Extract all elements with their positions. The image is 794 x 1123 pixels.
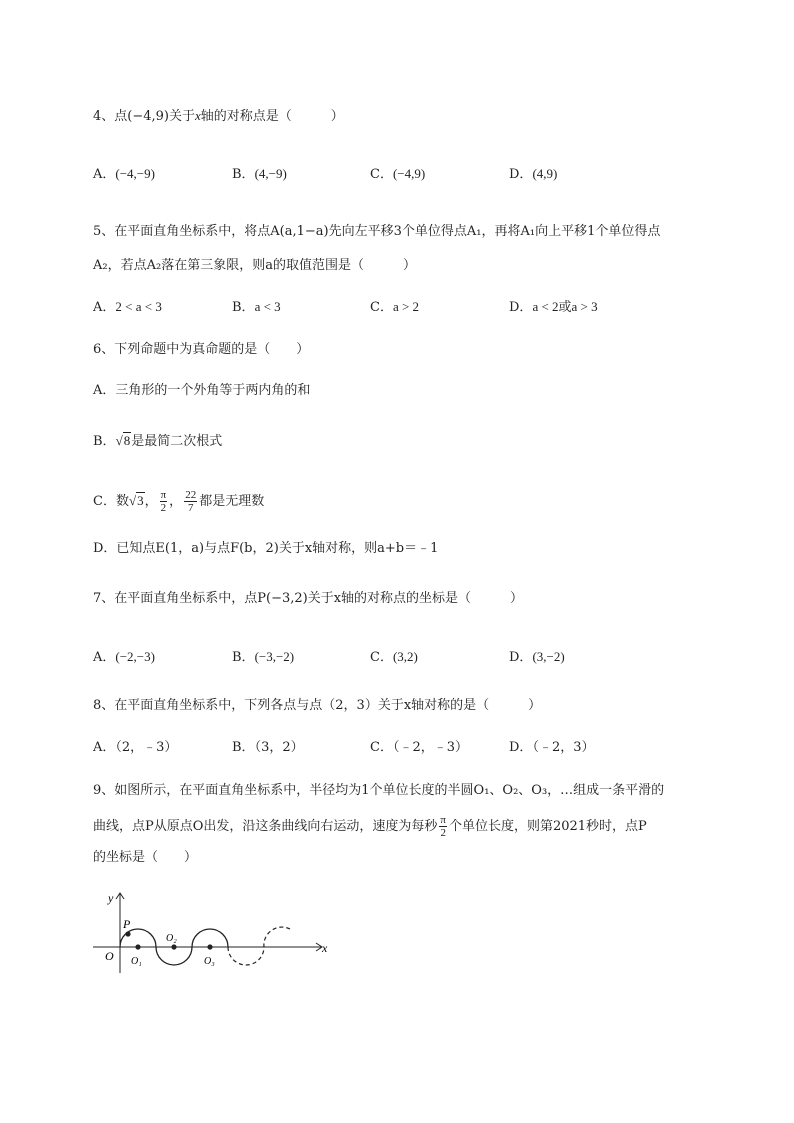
q4-option-a[interactable]: A．(−4,−9): [93, 166, 155, 182]
q9-stem-line3: 的坐标是（ ）: [93, 850, 198, 865]
point-o3: [207, 944, 212, 949]
q5-option-c[interactable]: C．a > 2: [370, 299, 420, 315]
q4-option-c[interactable]: C．(−4,9): [370, 166, 426, 182]
fraction-pi-over-2: $\frac{\pi}{2}$: [440, 814, 446, 839]
q6-option-b[interactable]: B．√8是最简二次根式: [93, 433, 223, 449]
x-axis-label: x: [322, 941, 328, 955]
q5-option-b[interactable]: B．a < 3: [232, 299, 281, 315]
semicircle-curve-continued: [228, 927, 290, 965]
q9-stem-line1: 9、如图所示，在平面直角坐标系中，半径均为1个单位长度的半圆O₁、O₂、O₃，…组成一条平滑的: [93, 783, 665, 798]
q7-option-b[interactable]: B．(−3,−2): [232, 649, 295, 665]
q6-option-a[interactable]: A．三角形的一个外角等于两内角的和: [93, 383, 311, 398]
q9-stem-line2: 曲线，点P从原点O出发，沿这条曲线向右运动，速度为每秒 $\frac{\pi}{2}$ 个单位长度，则第2021秒时，点P: [93, 814, 647, 839]
q8-option-d[interactable]: D．（﹣2，3）: [509, 740, 595, 755]
sqrt-symbol: √3: [128, 493, 144, 508]
q5-stem-line2: A₂，若点A₂落在第三象限，则a的取值范围是（ ）: [93, 258, 416, 273]
point-p: [125, 931, 130, 936]
q4-stem: 4、点(−4,9)关于x轴的对称点是（ ）: [93, 108, 344, 124]
point-o2: [171, 944, 176, 949]
q6-stem: 6、下列命题中为真命题的是（ ）: [93, 342, 310, 357]
sqrt-symbol: √8: [115, 433, 131, 448]
fraction-pi-over-2: $\frac{\pi}{2}$: [160, 489, 167, 514]
y-axis-label: y: [108, 891, 114, 905]
q8-stem: 8、在平面直角坐标系中，下列各点与点（2，3）关于x轴对称的是（ ）: [93, 698, 542, 713]
point-o1: [135, 944, 140, 949]
o3-label: O₃: [204, 956, 215, 967]
q7-option-a[interactable]: A．(−2,−3): [93, 649, 155, 665]
q6-option-c[interactable]: C．数√3， $\frac{\pi}{2}$ ， $\frac{22}{7}$ 都是无理数: [93, 486, 264, 517]
q6-option-d[interactable]: D．已知点E(1，a)与点F(b，2)关于x轴对称，则a+b＝﹣1: [93, 541, 439, 556]
q8-option-a[interactable]: A．（2，﹣3）: [93, 740, 178, 755]
fraction-22-over-7: $\frac{22}{7}$: [185, 489, 197, 514]
q4-option-d[interactable]: D．(4,9): [509, 166, 558, 182]
semicircle-path-figure: [90, 885, 340, 975]
q5-option-a[interactable]: A．2 < a < 3: [93, 299, 162, 315]
o2-label: O₂: [166, 933, 177, 944]
q7-option-c[interactable]: C．(3,2): [370, 649, 418, 665]
origin-label: O: [105, 949, 114, 963]
q4-option-b[interactable]: B．(4,−9): [232, 166, 287, 182]
q7-stem: 7、在平面直角坐标系中，点P(−3,2)关于x轴的对称点的坐标是（ ）: [93, 591, 524, 606]
p-label: P: [123, 917, 131, 931]
q8-option-b[interactable]: B．（3，2）: [232, 740, 304, 755]
q7-option-d[interactable]: D．(3,−2): [509, 649, 565, 665]
o1-label: O₁: [131, 956, 142, 967]
q5-stem-line1: 5、在平面直角坐标系中，将点A(a,1−a)先向左平移3个单位得点A₁，再将A₁向上平移1个单位得点: [93, 224, 661, 239]
q5-option-d[interactable]: D．a < 2或a > 3: [509, 299, 598, 315]
q8-option-c[interactable]: C．（﹣2，﹣3）: [370, 740, 468, 755]
